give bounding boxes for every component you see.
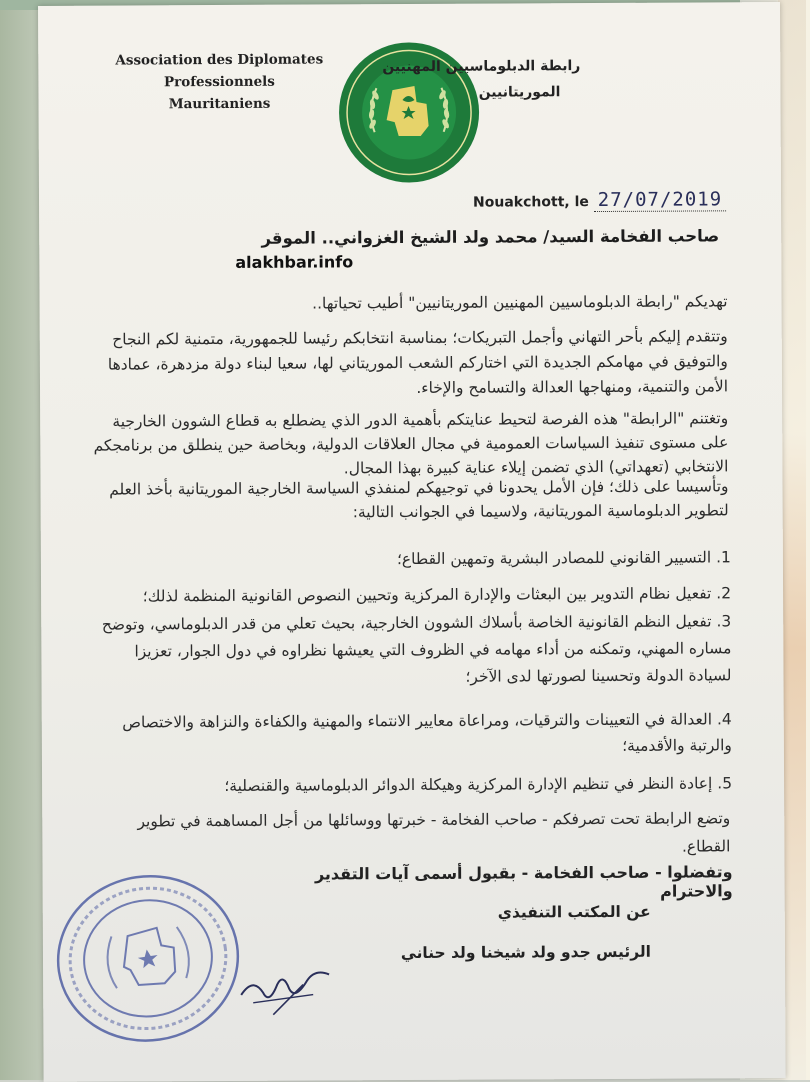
list-item-number: 5. [717,774,733,793]
list-item-number: 1. [716,548,731,567]
association-stamp [42,863,253,1054]
org-name-french-line2: Mauritaniens [168,95,271,113]
president-name: الرئيس جدو ولد شيخنا ولد حناني [400,942,652,963]
list-item [89,608,731,692]
date-label: Nouakchott, le [472,194,589,211]
executive-office: عن المكتب التنفيذي [497,902,651,922]
watermark: alakhbar.info [235,252,354,272]
list-item-text: إعادة النظر في تنظيم الإدارة المركزية وهيكلة الدوائر الدبلوماسية والقنصلية؛ [224,774,713,795]
letter-page [38,2,786,1082]
org-name-arabic-line1: رابطة الدبلوماسيين المهنيين [382,58,581,76]
paragraph-hope: وتأسيسا على ذلك؛ فإن الأمل يحدونا في توجيهكم لمنفذي السياسة الخارجية الموريتانية بأخذ العلم لتطوير الدبلوماسية الموريتانية، ولاسيما في الجوانب التالية: [109,477,729,522]
list-item [89,580,731,609]
date-value: 27/07/2019 [594,188,727,212]
paragraph-opportunity: وتغتنم "الرابطة" هذه الفرصة لتحيط عنايتكم بأهمية الدور الذي يضطلع به قطاع الشوون الخارجية على مستوى تنفيذ السياسات العمومية في مجال العلاقات الدولية، وبخاصة حين ينطلق من برنامجكم الانتخابي (تعهداتي) الذي تضمن إيلاء عناية كبيرة بهذا المجال. [93,409,729,478]
list-item-text: التسيير القانوني للمصادر البشرية وتمهين القطاع؛ [396,548,712,569]
list-item [89,544,731,573]
org-name-french [74,48,364,116]
list-item-text: تفعيل النظم القانونية الخاصة بأسلاك الشوون الخارجية، بحيث تعلي من قدر الدبلوماسي، وتوضح مساره المهني، وتمكنه من أداء مهامه في الظروف التي يعيشها نظراوه في دول الجوار، تعزيزا لسيادة الدولة وتحسينا لصورتها لدى الآخر؛ [101,612,732,686]
signature [233,954,343,1025]
list-item-text: العدالة في التعيينات والترقيات، ومراعاة معايير الانتماء والمهنية والكفاءة والنزاهة والاختصاص والرتبة والأقدمية؛ [122,710,732,755]
date-line [473,188,763,212]
list-item-text: تفعيل نظام التدوير بين البعثات والإدارة المركزية وتحيين النصوص القانونية المنظمة لذلك؛ [142,584,712,606]
list-item-number: 3. [716,612,732,631]
org-name-french-line1: Association des Diplomates Professionnels [115,51,324,91]
closing-formula: وتفضلوا - صاحب الفخامة - بقبول أسمى آيات التقدير والاحترام [314,862,733,901]
list-item-number: 2. [716,584,732,603]
paragraph-congratulations: وتتقدم إليكم بأحر التهاني وأجمل التبريكات؛ بمناسبة انتخابكم رئيسا للجمهورية، متمنية لكم النجاح والتوفيق في مهامكم الجديدة التي اختاركم الشعب الموريتاني لها، سعيا لبناء دولة مزدهرة، عمادها الأمن والتنمية، ومنهاجها العدالة والتسامح والإخاء. [107,327,729,397]
list-item [90,706,732,761]
paragraph-placement: وتضع الرابطة تحت تصرفكم - صاحب الفخامة - خبرتها ووسائلها من أجل المساهمة في تطوير القطاع. [137,809,731,856]
list-item [90,770,732,799]
paragraph-greeting: تهديكم "رابطة الدبلوماسيين المهنيين الموريتانيين" أطيب تحياتها.. [312,292,728,313]
addressee: صاحب الفخامة السيد/ محمد ولد الشيخ الغزواني.. الموقر [261,226,720,248]
list-item-number: 4. [716,710,732,729]
org-name-arabic-line2: الموريتانيين [478,84,561,101]
org-name-arabic [380,53,580,106]
